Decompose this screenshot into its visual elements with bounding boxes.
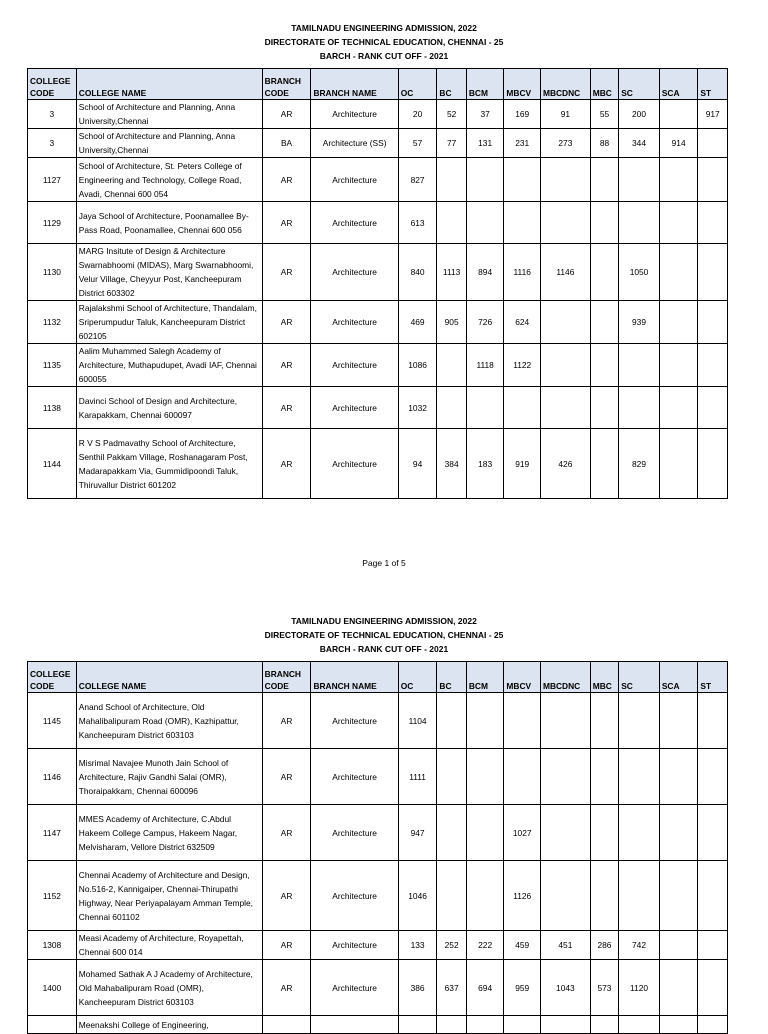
cell-name: School of Architecture, St. Peters College of Engineering and Technology, College Road, Avadi, Chennai 600 054 <box>76 158 262 202</box>
cell-oc: 1086 <box>398 344 437 387</box>
cell-mbcv: 1116 <box>504 244 541 301</box>
cell-sc <box>619 749 660 805</box>
table-row <box>28 805 728 861</box>
cell-sc <box>619 693 660 749</box>
cell-sca <box>659 861 698 931</box>
heading-line-1: TAMILNADU ENGINEERING ADMISSION, 2022 <box>291 616 477 626</box>
cell-mbcdnc <box>540 861 590 931</box>
table-row <box>28 1016 728 1034</box>
cell-oc: 133 <box>398 931 437 960</box>
cell-bname: Architecture <box>311 960 398 1016</box>
cell-mbcv <box>504 749 541 805</box>
cell-bcm <box>466 805 504 861</box>
cell-bname: Architecture <box>311 931 398 960</box>
cell-bc <box>437 202 466 244</box>
cell-mbcv <box>504 1016 541 1034</box>
cell-bcode: AR <box>262 100 311 129</box>
col-branch-code: BRANCH CODE <box>262 662 311 693</box>
cell-bcode: AR <box>262 158 311 202</box>
cell-name: Meenakshi College of Engineering, <box>76 1016 262 1034</box>
cell-bcode: AR <box>262 960 311 1016</box>
cell-mbcdnc: 1146 <box>540 244 590 301</box>
cell-bname: Architecture <box>311 100 398 129</box>
table-row <box>28 693 728 749</box>
cell-bcm <box>466 749 504 805</box>
cell-sca <box>659 429 698 499</box>
cell-name: R V S Padmavathy School of Architecture, Senthil Pakkam Village, Roshanagaram Post, Madarapakkam Via, Gummidipoondi Taluk, Thiruvallur District 601202 <box>76 429 262 499</box>
cell-mbcdnc: 426 <box>540 429 590 499</box>
cell-mbc: 286 <box>590 931 618 960</box>
cell-mbc <box>590 301 618 344</box>
col-oc: OC <box>398 662 437 693</box>
cell-sca <box>659 1016 698 1034</box>
cell-st <box>698 693 728 749</box>
cell-bcm: 183 <box>466 429 504 499</box>
col-bcm: BCM <box>466 69 504 100</box>
cell-bcode: AR <box>262 344 311 387</box>
cell-code: 1145 <box>28 693 77 749</box>
cell-sc <box>619 158 660 202</box>
cell-name: School of Architecture and Planning, Anna University,Chennai <box>76 129 262 158</box>
cell-sc: 344 <box>619 129 660 158</box>
cell-mbcdnc <box>540 693 590 749</box>
cell-bcm <box>466 861 504 931</box>
cell-sca <box>659 344 698 387</box>
cell-mbc <box>590 1016 618 1034</box>
col-college-code: COLLEGE CODE <box>28 662 77 693</box>
cell-name: Mohamed Sathak A J Academy of Architecture, Old Mahabalipuram Road (OMR), Kancheepuram District 603103 <box>76 960 262 1016</box>
cell-bcode: AR <box>262 931 311 960</box>
cell-st <box>698 301 728 344</box>
cell-bc <box>437 158 466 202</box>
cell-name: Jaya School of Architecture, Poonamallee By-Pass Road, Poonamallee, Chennai 600 056 <box>76 202 262 244</box>
cell-sc <box>619 387 660 429</box>
cell-st <box>698 960 728 1016</box>
cell-bc <box>437 861 466 931</box>
cell-bcode: BA <box>262 129 311 158</box>
cell-bcode: AR <box>262 387 311 429</box>
heading-line-3: BARCH - RANK CUT OFF - 2021 <box>319 644 449 654</box>
cell-mbc <box>590 158 618 202</box>
cell-sc <box>619 202 660 244</box>
cell-sc <box>619 344 660 387</box>
cell-mbcdnc <box>540 301 590 344</box>
cell-bcm: 131 <box>466 129 504 158</box>
col-sca: SCA <box>659 662 698 693</box>
col-mbc: MBC <box>590 69 618 100</box>
table-row <box>28 749 728 805</box>
cell-mbc: 55 <box>590 100 618 129</box>
cell-sc <box>619 805 660 861</box>
cell-bname: Architecture <box>311 301 398 344</box>
cell-bc <box>437 693 466 749</box>
cell-bcode <box>262 1016 311 1034</box>
cell-mbcv <box>504 693 541 749</box>
cell-mbcdnc: 451 <box>540 931 590 960</box>
table-row <box>28 861 728 931</box>
cell-sc <box>619 861 660 931</box>
col-oc: OC <box>398 69 437 100</box>
col-college-name: COLLEGE NAME <box>76 662 262 693</box>
cell-mbcv: 169 <box>504 100 541 129</box>
cell-code: 1146 <box>28 749 77 805</box>
cell-bcode: AR <box>262 244 311 301</box>
cell-oc: 827 <box>398 158 437 202</box>
cell-st <box>698 805 728 861</box>
cell-mbc <box>590 344 618 387</box>
cell-mbcv: 624 <box>504 301 541 344</box>
cell-code: 1138 <box>28 387 77 429</box>
cell-bc <box>437 344 466 387</box>
cutoff-table-page-1 <box>27 68 728 499</box>
table-row <box>28 931 728 960</box>
cell-st <box>698 749 728 805</box>
heading-line-1: TAMILNADU ENGINEERING ADMISSION, 2022 <box>291 23 477 33</box>
col-mbcdnc: MBCDNC <box>540 69 590 100</box>
cell-st <box>698 861 728 931</box>
cell-oc: 20 <box>398 100 437 129</box>
cell-bc: 384 <box>437 429 466 499</box>
table-row <box>28 387 728 429</box>
col-mbcv: MBCV <box>504 69 541 100</box>
cell-code: 1135 <box>28 344 77 387</box>
cell-st <box>698 1016 728 1034</box>
cell-oc <box>398 1016 437 1034</box>
cell-sca <box>659 960 698 1016</box>
cell-oc: 1032 <box>398 387 437 429</box>
col-sc: SC <box>619 69 660 100</box>
cell-mbc: 88 <box>590 129 618 158</box>
cell-oc: 1111 <box>398 749 437 805</box>
cell-mbcdnc <box>540 805 590 861</box>
cell-sca <box>659 387 698 429</box>
cell-bname: Architecture <box>311 429 398 499</box>
page-1-heading <box>0 21 768 63</box>
table-header-row <box>28 662 728 693</box>
cell-oc: 94 <box>398 429 437 499</box>
cell-sca <box>659 158 698 202</box>
cell-mbcdnc <box>540 202 590 244</box>
cell-name: Chennai Academy of Architecture and Design, No.516-2, Kannigaiper, Chennai-Thirupathi Highway, Near Periyapalayam Amman Temple, Chennai 601102 <box>76 861 262 931</box>
cell-code: 1152 <box>28 861 77 931</box>
cell-name: Measi Academy of Architecture, Royapettah, Chennai 600 014 <box>76 931 262 960</box>
cell-bc: 905 <box>437 301 466 344</box>
col-st: ST <box>698 69 728 100</box>
cell-sca <box>659 100 698 129</box>
cell-mbcdnc <box>540 1016 590 1034</box>
cell-bcm <box>466 158 504 202</box>
cell-mbc <box>590 387 618 429</box>
cell-mbc <box>590 861 618 931</box>
cell-code: 3 <box>28 100 77 129</box>
cell-sc: 1050 <box>619 244 660 301</box>
cell-sca: 914 <box>659 129 698 158</box>
cell-bc <box>437 1016 466 1034</box>
table-row <box>28 244 728 301</box>
cell-bcode: AR <box>262 861 311 931</box>
table-row <box>28 100 728 129</box>
col-sc: SC <box>619 662 660 693</box>
cell-mbcv: 1126 <box>504 861 541 931</box>
cell-bname <box>311 1016 398 1034</box>
table-row <box>28 129 728 158</box>
cell-mbc <box>590 429 618 499</box>
cell-bcm <box>466 1016 504 1034</box>
table-row <box>28 344 728 387</box>
cell-bcm <box>466 202 504 244</box>
col-sca: SCA <box>659 69 698 100</box>
cell-mbcv: 1122 <box>504 344 541 387</box>
col-branch-name: BRANCH NAME <box>311 662 398 693</box>
cell-sc: 829 <box>619 429 660 499</box>
table-body <box>28 693 728 1034</box>
cell-name: School of Architecture and Planning, Anna University,Chennai <box>76 100 262 129</box>
cell-code: 1144 <box>28 429 77 499</box>
cell-mbcv <box>504 387 541 429</box>
cell-bcm <box>466 387 504 429</box>
cell-bcm: 222 <box>466 931 504 960</box>
cell-mbcv: 459 <box>504 931 541 960</box>
cell-name: MARG Insitute of Design & Architecture Swarnabhoomi (MIDAS), Marg Swarnabhoomi, Velur Village, Cheyyur Post, Kancheepuram District 603302 <box>76 244 262 301</box>
cell-sc: 742 <box>619 931 660 960</box>
cell-bcm: 694 <box>466 960 504 1016</box>
cell-mbcv <box>504 202 541 244</box>
cell-bcode: AR <box>262 429 311 499</box>
cell-st <box>698 429 728 499</box>
table-row <box>28 429 728 499</box>
cell-bname: Architecture <box>311 693 398 749</box>
cell-mbc <box>590 244 618 301</box>
cell-bcode: AR <box>262 749 311 805</box>
cell-bcode: AR <box>262 202 311 244</box>
col-st: ST <box>698 662 728 693</box>
cell-bcode: AR <box>262 693 311 749</box>
cell-st <box>698 344 728 387</box>
cell-bc: 77 <box>437 129 466 158</box>
cell-code: 1129 <box>28 202 77 244</box>
table-header-row <box>28 69 728 100</box>
cell-mbcdnc: 273 <box>540 129 590 158</box>
col-mbcv: MBCV <box>504 662 541 693</box>
cell-name: Davinci School of Design and Architecture, Karapakkam, Chennai 600097 <box>76 387 262 429</box>
cutoff-table-page-2 <box>27 661 728 1034</box>
cell-oc: 57 <box>398 129 437 158</box>
cell-code: 3 <box>28 129 77 158</box>
cell-bc: 252 <box>437 931 466 960</box>
page-footer: Page 1 of 5 <box>362 558 406 568</box>
cell-sca <box>659 693 698 749</box>
table-row <box>28 202 728 244</box>
cell-bname: Architecture <box>311 387 398 429</box>
cell-bc: 1113 <box>437 244 466 301</box>
cell-code <box>28 1016 77 1034</box>
cell-st: 917 <box>698 100 728 129</box>
cell-bcm: 37 <box>466 100 504 129</box>
cell-sca <box>659 202 698 244</box>
cell-mbcv: 959 <box>504 960 541 1016</box>
cell-bname: Architecture <box>311 202 398 244</box>
cell-bname: Architecture <box>311 749 398 805</box>
cell-oc: 1046 <box>398 861 437 931</box>
heading-line-2: DIRECTORATE OF TECHNICAL EDUCATION, CHENNAI - 25 <box>264 37 504 47</box>
cell-name: Anand School of Architecture, Old Mahalibalipuram Road (OMR), Kazhipattur, Kancheepuram District 603103 <box>76 693 262 749</box>
cell-bc: 637 <box>437 960 466 1016</box>
cell-bname: Architecture <box>311 158 398 202</box>
cell-sc <box>619 1016 660 1034</box>
table-row <box>28 960 728 1016</box>
cell-bcm: 1118 <box>466 344 504 387</box>
cell-bcm: 894 <box>466 244 504 301</box>
cell-mbcv <box>504 158 541 202</box>
heading-line-3: BARCH - RANK CUT OFF - 2021 <box>319 51 449 61</box>
table-row <box>28 301 728 344</box>
cell-sc: 200 <box>619 100 660 129</box>
cell-st <box>698 129 728 158</box>
cell-bcode: AR <box>262 805 311 861</box>
cell-bcm: 726 <box>466 301 504 344</box>
cell-code: 1127 <box>28 158 77 202</box>
cell-bname: Architecture <box>311 344 398 387</box>
cell-oc: 469 <box>398 301 437 344</box>
cell-mbcv: 1027 <box>504 805 541 861</box>
cell-mbcdnc <box>540 158 590 202</box>
col-college-code: COLLEGE CODE <box>28 69 77 100</box>
cell-code: 1132 <box>28 301 77 344</box>
cell-bname: Architecture <box>311 861 398 931</box>
cell-bcm <box>466 693 504 749</box>
cell-st <box>698 244 728 301</box>
cell-sc: 939 <box>619 301 660 344</box>
col-mbcdnc: MBCDNC <box>540 662 590 693</box>
cell-sca <box>659 931 698 960</box>
col-bcm: BCM <box>466 662 504 693</box>
cell-sca <box>659 244 698 301</box>
cell-name: Rajalakshmi School of Architecture, Thandalam, Sriperumpudur Taluk, Kancheepuram District 602105 <box>76 301 262 344</box>
cell-bname: Architecture <box>311 805 398 861</box>
col-bc: BC <box>437 69 466 100</box>
cell-code: 1400 <box>28 960 77 1016</box>
cell-bc <box>437 805 466 861</box>
cell-mbcdnc <box>540 749 590 805</box>
cell-mbcdnc <box>540 344 590 387</box>
cell-bc <box>437 749 466 805</box>
cell-mbcdnc: 1043 <box>540 960 590 1016</box>
col-branch-code: BRANCH CODE <box>262 69 311 100</box>
table-row <box>28 158 728 202</box>
cell-bcode: AR <box>262 301 311 344</box>
cell-sca <box>659 805 698 861</box>
col-bc: BC <box>437 662 466 693</box>
cell-code: 1308 <box>28 931 77 960</box>
cell-oc: 840 <box>398 244 437 301</box>
cell-bname: Architecture <box>311 244 398 301</box>
cell-mbc <box>590 749 618 805</box>
cell-mbcdnc <box>540 387 590 429</box>
table-body <box>28 100 728 499</box>
cell-st <box>698 931 728 960</box>
cell-sca <box>659 301 698 344</box>
cell-mbcv: 231 <box>504 129 541 158</box>
cell-bc: 52 <box>437 100 466 129</box>
cell-oc: 947 <box>398 805 437 861</box>
cell-sca <box>659 749 698 805</box>
cell-code: 1130 <box>28 244 77 301</box>
cell-oc: 386 <box>398 960 437 1016</box>
cell-mbcv: 919 <box>504 429 541 499</box>
cell-name: MMES Academy of Architecture, C.Abdul Hakeem College Campus, Hakeem Nagar, Melvisharam, Vellore District 632509 <box>76 805 262 861</box>
col-mbc: MBC <box>590 662 618 693</box>
cell-st <box>698 202 728 244</box>
cell-mbcdnc: 91 <box>540 100 590 129</box>
page-2-heading <box>0 614 768 656</box>
cell-mbc <box>590 693 618 749</box>
cell-name: Aalim Muhammed Salegh Academy of Architecture, Muthapudupet, Avadi IAF, Chennai 600055 <box>76 344 262 387</box>
cell-name: Misrimal Navajee Munoth Jain School of Architecture, Rajiv Gandhi Salai (OMR), Thoraipakkam, Chennai 600096 <box>76 749 262 805</box>
cell-mbc: 573 <box>590 960 618 1016</box>
cell-oc: 1104 <box>398 693 437 749</box>
cell-code: 1147 <box>28 805 77 861</box>
col-college-name: COLLEGE NAME <box>76 69 262 100</box>
cell-st <box>698 158 728 202</box>
cell-bname: Architecture (SS) <box>311 129 398 158</box>
cell-oc: 613 <box>398 202 437 244</box>
cell-sc: 1120 <box>619 960 660 1016</box>
cell-mbc <box>590 805 618 861</box>
col-branch-name: BRANCH NAME <box>311 69 398 100</box>
cell-mbc <box>590 202 618 244</box>
cell-st <box>698 387 728 429</box>
cell-bc <box>437 387 466 429</box>
heading-line-2: DIRECTORATE OF TECHNICAL EDUCATION, CHENNAI - 25 <box>264 630 504 640</box>
